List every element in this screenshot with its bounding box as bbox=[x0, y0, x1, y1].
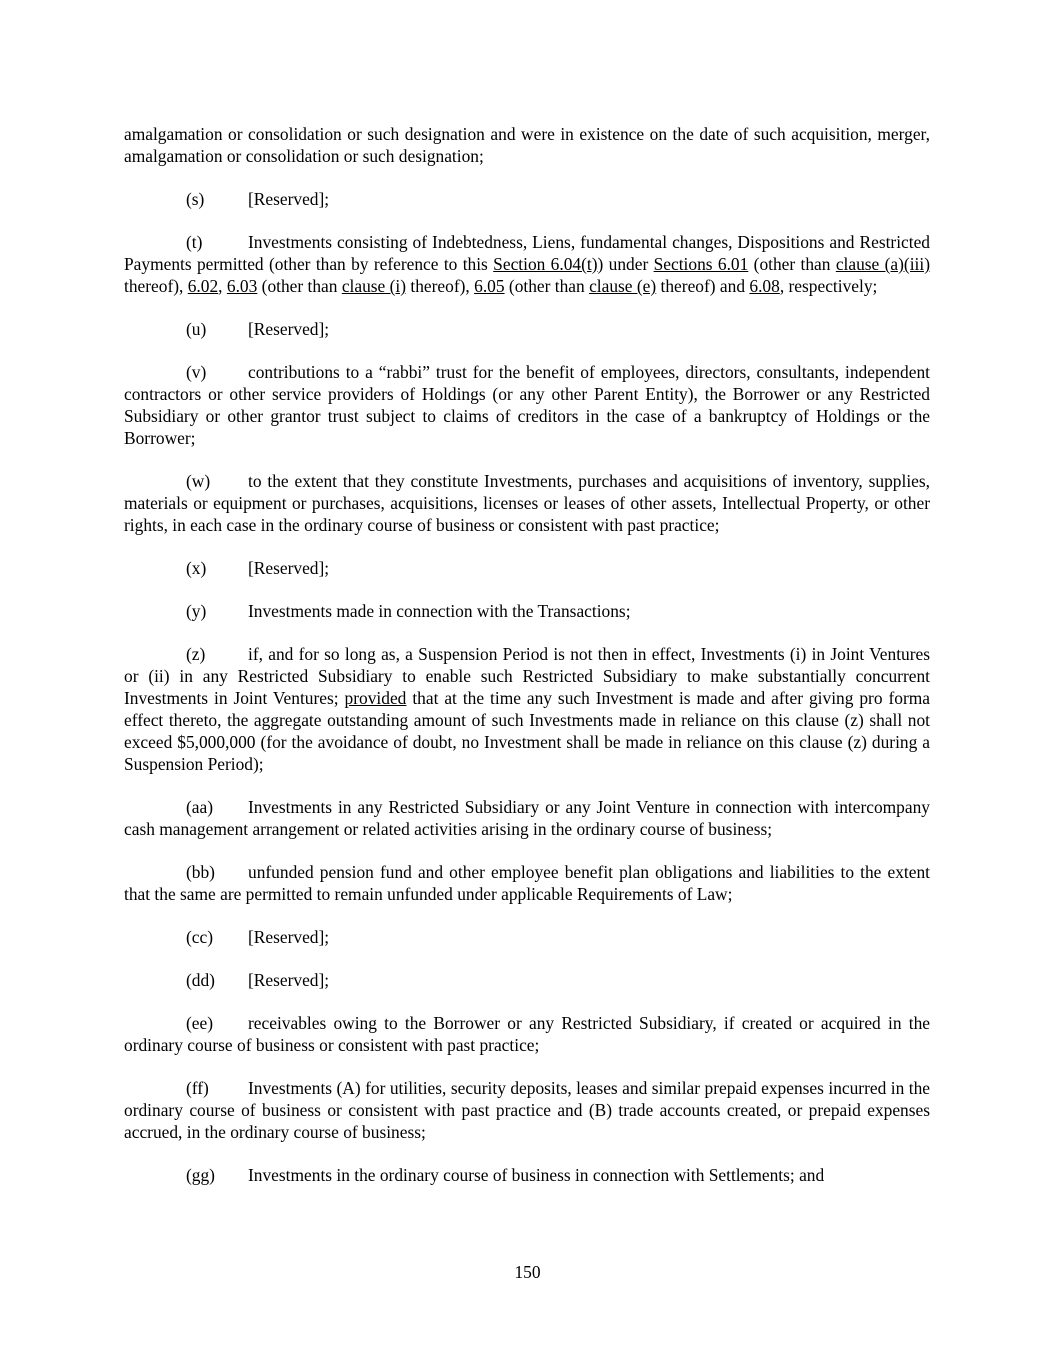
clause-text: [Reserved]; bbox=[248, 558, 330, 578]
cross-reference: 6.03 bbox=[226, 276, 258, 296]
clause-text: unfunded pension fund and other employee benefit plan obligations and liabilities to the extent that the same are permitted to remain unfunded under applicable Requirements of Law; bbox=[124, 862, 930, 904]
clause-text: thereof) and bbox=[656, 276, 750, 296]
clause-text: [Reserved]; bbox=[248, 189, 330, 209]
clause-label: (aa) bbox=[186, 797, 214, 817]
clause-v bbox=[124, 361, 930, 449]
clause-cc bbox=[124, 926, 930, 948]
document-page bbox=[124, 123, 930, 1207]
cross-reference: 6.05 bbox=[474, 276, 505, 296]
clause-text: , respectively; bbox=[779, 276, 878, 296]
clause-label: (gg) bbox=[186, 1165, 215, 1185]
clause-label: (s) bbox=[186, 189, 205, 209]
clause-bb bbox=[124, 861, 930, 905]
clause-text: Investments (A) for utilities, security deposits, leases and similar prepaid expenses incurred in the ordinary course of business or consistent with past practice and (B) trade accounts created, or prepaid expenses accrued, in the ordinary course of business; bbox=[124, 1078, 930, 1142]
clause-dd bbox=[124, 969, 930, 991]
clause-text: Investments made in connection with the Transactions; bbox=[248, 601, 631, 621]
page-number: 150 bbox=[514, 1262, 541, 1282]
clause-text: [Reserved]; bbox=[248, 927, 330, 947]
clause-u bbox=[124, 318, 930, 340]
cross-reference: clause (e) bbox=[589, 276, 657, 296]
clause-label: (y) bbox=[186, 601, 207, 621]
clause-label: (ee) bbox=[186, 1013, 214, 1033]
clause-text: that at the time any such Investment is made and after giving pro forma effect thereto, the aggregate outstanding amount of such Investments made in reliance on this clause (z) shall not exceed $5,000,000 (for the avoidance of doubt, no Investment shall be made in reliance on this clause (z) during a Suspension Period); bbox=[124, 688, 931, 774]
clause-s bbox=[124, 188, 930, 210]
clause-text: Investments in any Restricted Subsidiary or any Joint Venture in connection with intercompany cash management arrangement or related activities arising in the ordinary course of business; bbox=[124, 797, 930, 839]
cross-reference: 6.08 bbox=[749, 276, 780, 296]
clause-text: Investments in the ordinary course of business in connection with Settlements; and bbox=[248, 1165, 825, 1185]
clause-t bbox=[124, 231, 930, 297]
clause-label: (u) bbox=[186, 319, 207, 339]
clause-w bbox=[124, 470, 930, 536]
cross-reference: clause (i) bbox=[341, 276, 407, 296]
clause-text: [Reserved]; bbox=[248, 970, 330, 990]
clause-text: Investments consisting of Indebtedness, Liens, fundamental changes, Dispositions and Restricted Payments permitted (other than by reference to this bbox=[124, 232, 930, 274]
cross-reference: Section 6.04(t) bbox=[493, 254, 598, 274]
clause-z bbox=[124, 643, 930, 775]
clause-label: (z) bbox=[186, 644, 206, 664]
provided-term: provided bbox=[344, 688, 407, 708]
clause-label: (t) bbox=[186, 232, 203, 252]
continuation-paragraph: amalgamation or consolidation or such designation and were in existence on the date of such acquisition, merger, amalgamation or consolidation or such designation; bbox=[124, 124, 930, 166]
clause-text: contributions to a “rabbi” trust for the benefit of employees, directors, consultants, independent contractors or other service providers of Holdings (or any other Parent Entity), the Borrower or any Restricted Subsidiary or other grantor trust subject to claims of creditors in the case of a bankruptcy of Holdings or the Borrower; bbox=[124, 362, 930, 448]
clause-y bbox=[124, 600, 930, 622]
clause-text: (other than bbox=[257, 276, 342, 296]
clause-ee bbox=[124, 1012, 930, 1056]
clause-label: (v) bbox=[186, 362, 207, 382]
clause-text: ) under bbox=[597, 254, 654, 274]
cross-reference: Sections 6.01 bbox=[653, 254, 749, 274]
clause-text: thereof), bbox=[406, 276, 475, 296]
clause-x bbox=[124, 557, 930, 579]
cross-reference: 6.02 bbox=[187, 276, 219, 296]
clause-text: thereof), bbox=[124, 276, 188, 296]
clause-text: [Reserved]; bbox=[248, 319, 330, 339]
clause-text: receivables owing to the Borrower or any Restricted Subsidiary, if created or acquired in the ordinary course of business or consistent with past practice; bbox=[124, 1013, 930, 1055]
clause-label: (x) bbox=[186, 558, 207, 578]
clause-label: (dd) bbox=[186, 970, 215, 990]
cross-reference: clause (a)(iii) bbox=[835, 254, 930, 274]
clause-text: (other than bbox=[748, 254, 836, 274]
clause-label: (bb) bbox=[186, 862, 215, 882]
clause-ff bbox=[124, 1077, 930, 1143]
clause-text: , bbox=[218, 276, 227, 296]
clause-label: (ff) bbox=[186, 1078, 209, 1098]
clause-aa bbox=[124, 796, 930, 840]
clause-text: to the extent that they constitute Investments, purchases and acquisitions of inventory, supplies, materials or equipment or purchases, acquisitions, licenses or leases of other assets, Intellectual Property, or other rights, in each case in the ordinary course of business or consistent with past practice; bbox=[124, 471, 930, 535]
clause-gg bbox=[124, 1164, 930, 1186]
clause-label: (w) bbox=[186, 471, 211, 491]
clause-text: if, and for so long as, a Suspension Period is not then in effect, Investments (i) in Joint Ventures or (ii) in any Restricted Subsidiary to enable such Restricted Subsidiary to make substantially concurrent Investments in Joint Ventures; bbox=[124, 644, 930, 708]
clause-label: (cc) bbox=[186, 927, 214, 947]
clause-text: (other than bbox=[504, 276, 590, 296]
